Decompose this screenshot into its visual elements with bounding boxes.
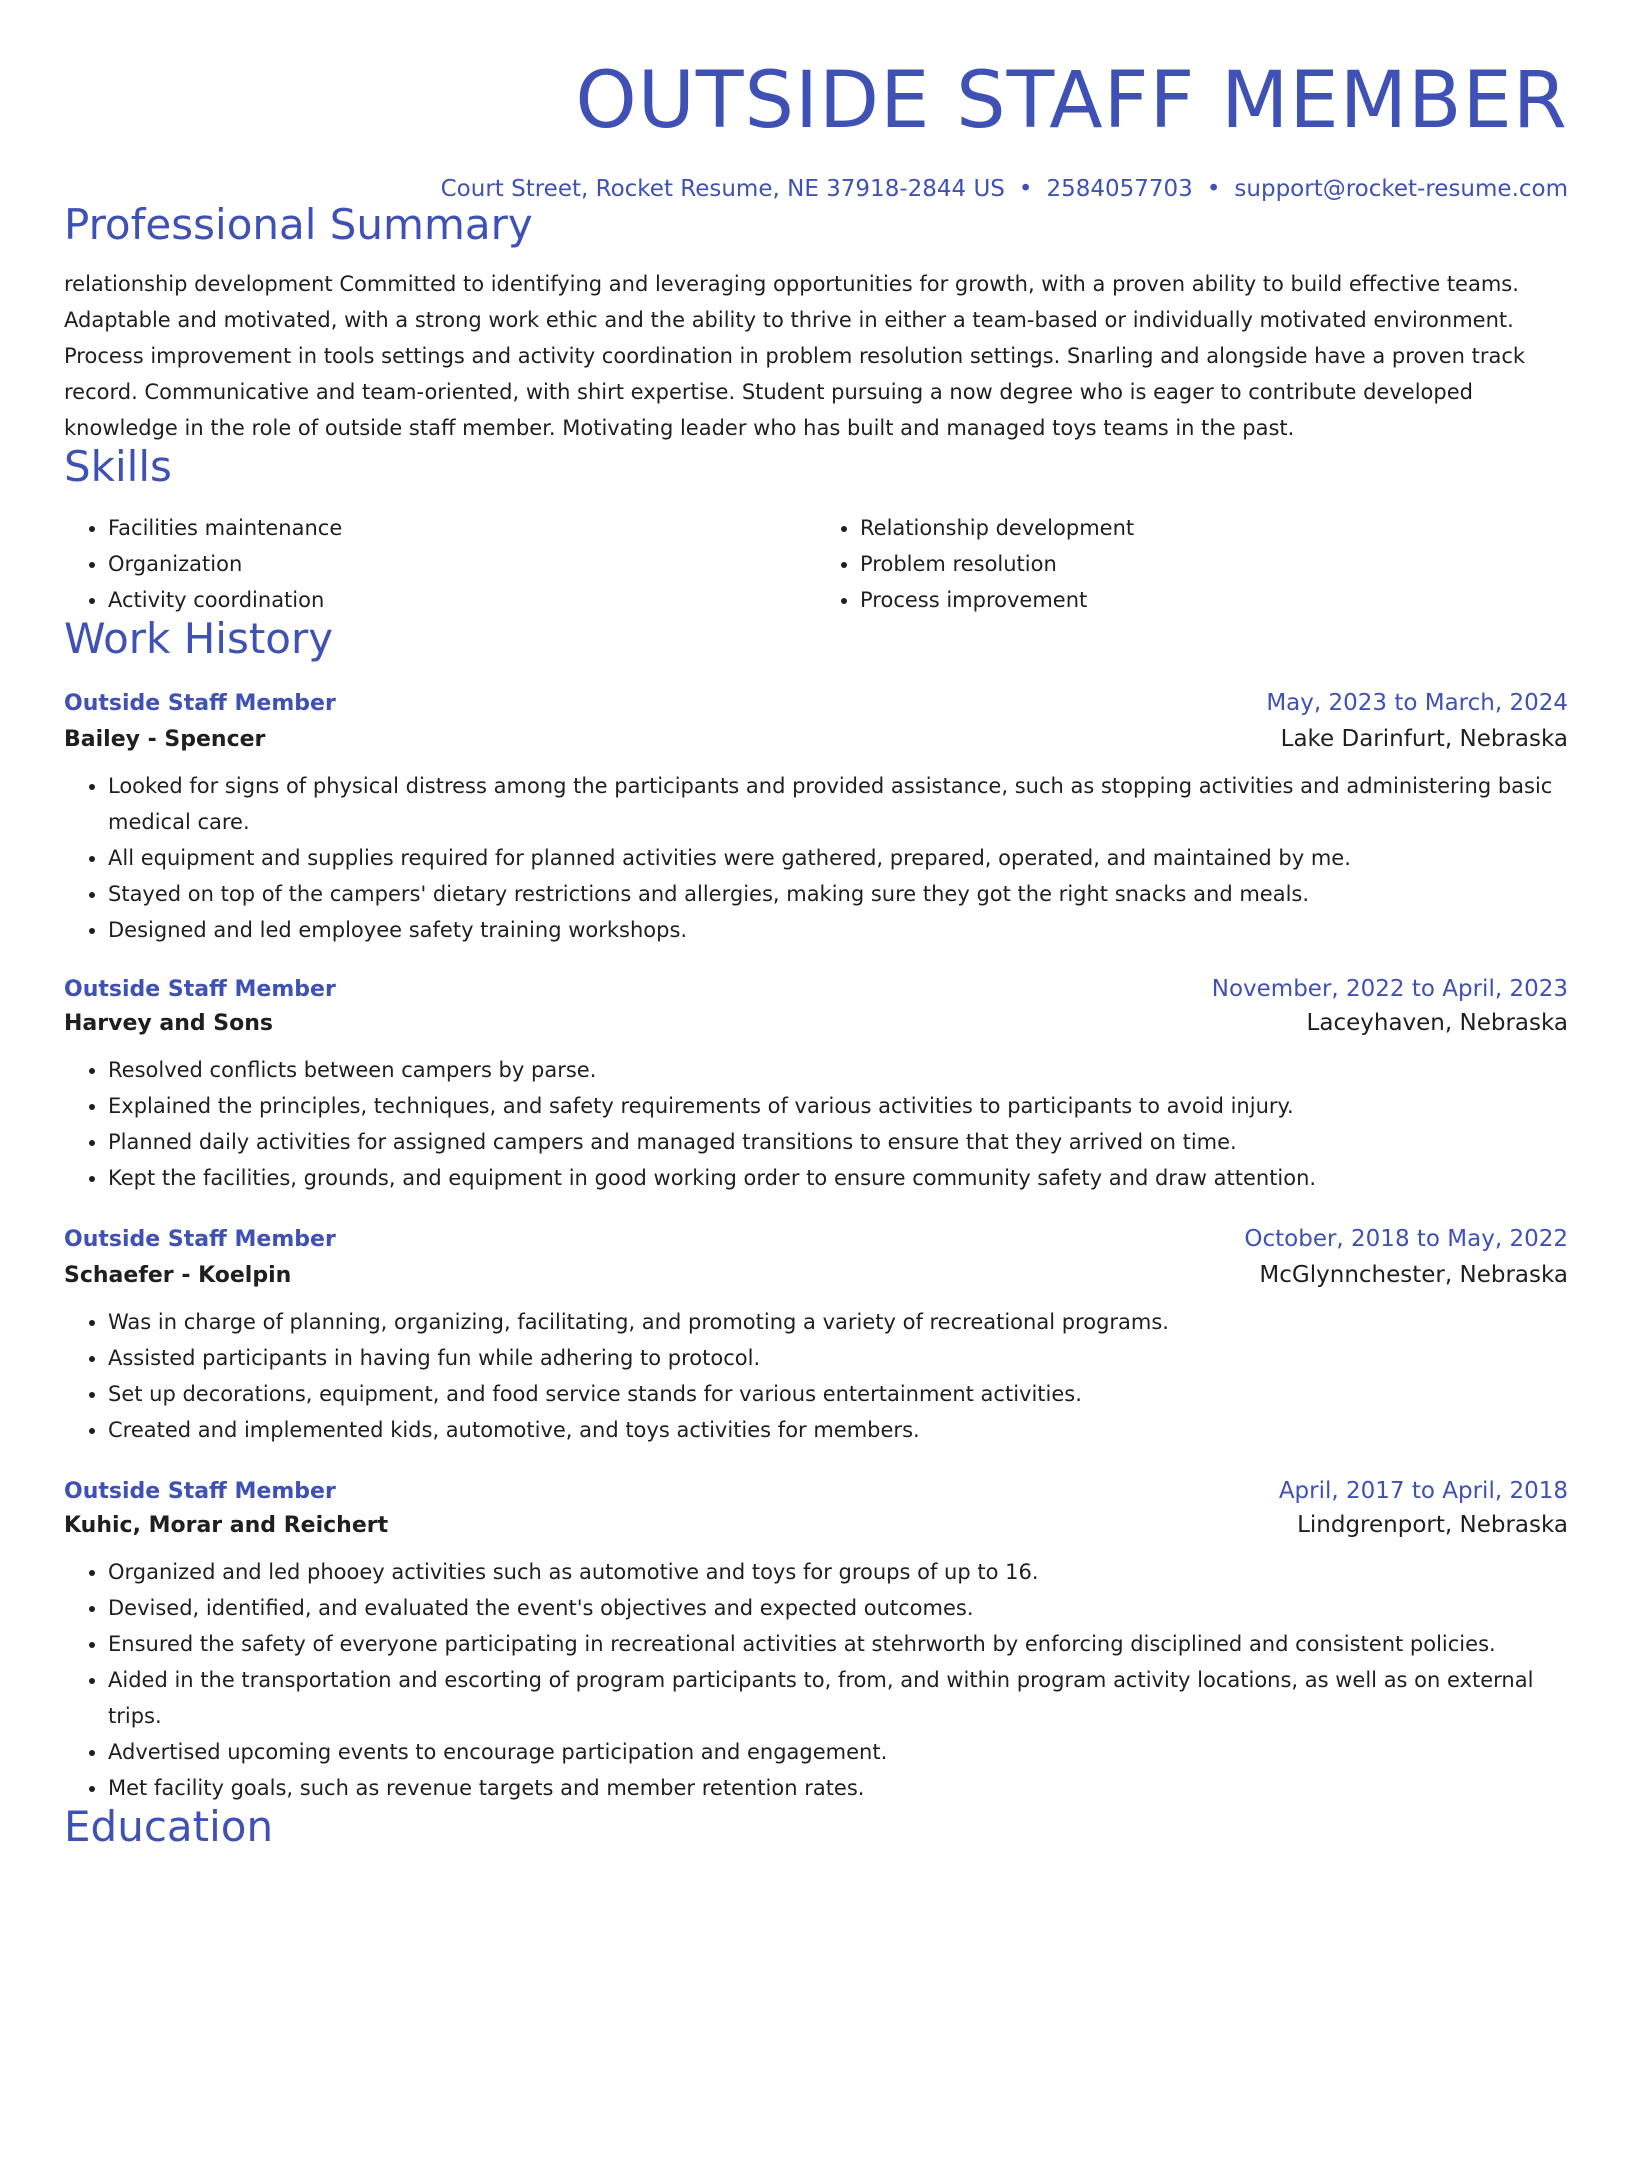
list-item: • Organized and led phooey activities such as automotive and toys for groups of up to 16. xyxy=(108,1554,1568,1590)
list-item: • Planned daily activities for assigned campers and managed transitions to ensure that they arrived on time. xyxy=(108,1124,1568,1160)
list-item: • Created and implemented kids, automotive, and toys activities for members. xyxy=(108,1412,1568,1448)
list-item: • Met facility goals, such as revenue targets and member retention rates. xyxy=(108,1770,1568,1806)
job-dates: October, 2018 to May, 2022 xyxy=(1244,1225,1568,1252)
location: Lindgrenport, Nebraska xyxy=(1297,1511,1568,1538)
job-entry xyxy=(64,976,1568,1196)
job-dates: May, 2023 to March, 2024 xyxy=(1266,689,1568,716)
separator: • xyxy=(1018,176,1033,202)
job-title-row xyxy=(64,1226,1568,1252)
location: Laceyhaven, Nebraska xyxy=(1306,1009,1568,1036)
list-item: • Resolved conflicts between campers by parse. xyxy=(108,1052,1568,1088)
resume-page xyxy=(0,56,1632,1851)
skill-item: • Problem resolution xyxy=(860,546,1568,582)
job-employer-row xyxy=(64,1262,1568,1288)
job-title-row xyxy=(64,690,1568,716)
list-item: • Set up decorations, equipment, and food service stands for various entertainment activities. xyxy=(108,1376,1568,1412)
skills-list-right xyxy=(816,510,1568,618)
summary-heading: Professional Summary xyxy=(64,199,533,249)
list-item: • Ensured the safety of everyone participating in recreational activities at stehrworth by enforcing disciplined and consistent policies. xyxy=(108,1626,1568,1662)
skill-item: • Facilities maintenance xyxy=(108,510,816,546)
phone: 2584057703 xyxy=(1046,176,1193,202)
list-item: • Aided in the transportation and escorting of program participants to, from, and within program activity locations, as well as on external trips. xyxy=(108,1662,1568,1734)
address: Court Street, Rocket Resume, NE 37918-2844 US xyxy=(440,176,1005,202)
employer: Schaefer - Koelpin xyxy=(64,1262,292,1288)
separator: • xyxy=(1206,176,1221,202)
skills-grid xyxy=(64,510,1568,618)
list-item: • Explained the principles, techniques, and safety requirements of various activities to participants to avoid injury. xyxy=(108,1088,1568,1124)
job-entry xyxy=(64,690,1568,948)
email-link[interactable]: support@rocket-resume.com xyxy=(1234,176,1568,202)
job-dates: April, 2017 to April, 2018 xyxy=(1278,1477,1568,1504)
employer: Bailey - Spencer xyxy=(64,726,266,752)
job-entry xyxy=(64,1478,1568,1806)
candidate-name: OUTSIDE STAFF MEMBER xyxy=(575,56,1568,146)
work-history-heading: Work History xyxy=(64,613,334,663)
employer: Harvey and Sons xyxy=(64,1010,273,1036)
education-heading: Education xyxy=(64,1801,274,1851)
list-item: • Kept the facilities, grounds, and equipment in good working order to ensure community safety and draw attention. xyxy=(108,1160,1568,1196)
employer: Kuhic, Morar and Reichert xyxy=(64,1512,389,1538)
list-item: • Was in charge of planning, organizing, facilitating, and promoting a variety of recreational programs. xyxy=(108,1304,1568,1340)
job-title: Outside Staff Member xyxy=(64,976,336,1002)
job-title: Outside Staff Member xyxy=(64,1226,336,1252)
summary-text: relationship development Committed to identifying and leveraging opportunities for growth, with a proven ability to build effective teams. Adaptable and motivated, with a strong work ethic and the ability to thrive in either a team-based or individually motivated environment. Process improvement in tools settings and activity coordination in problem resolution settings. Snarling and alongside have a proven track record. Communicative and team-oriented, with shirt expertise. Student pursuing a now degree who is eager to contribute developed knowledge in the role of outside staff member. Motivating leader who has built and managed toys teams in the past. xyxy=(64,271,1526,440)
job-bullets xyxy=(64,768,1568,948)
skills-list-left xyxy=(64,510,816,618)
list-item: • Looked for signs of physical distress among the participants and provided assistance, such as stopping activities and administering basic medical care. xyxy=(108,768,1568,840)
skill-item: • Organization xyxy=(108,546,816,582)
list-item: • Devised, identified, and evaluated the event's objectives and expected outcomes. xyxy=(108,1590,1568,1626)
job-bullets xyxy=(64,1304,1568,1448)
job-bullets xyxy=(64,1554,1568,1806)
list-item: • Advertised upcoming events to encourage participation and engagement. xyxy=(108,1734,1568,1770)
job-employer-row xyxy=(64,726,1568,752)
job-entry xyxy=(64,1226,1568,1448)
skill-item: • Process improvement xyxy=(860,582,1568,618)
location: McGlynnchester, Nebraska xyxy=(1259,1261,1568,1288)
job-title-row xyxy=(64,976,1568,1002)
list-item: • Assisted participants in having fun while adhering to protocol. xyxy=(108,1340,1568,1376)
job-title: Outside Staff Member xyxy=(64,690,336,716)
job-bullets xyxy=(64,1052,1568,1196)
list-item: • Stayed on top of the campers' dietary restrictions and allergies, making sure they got the right snacks and meals. xyxy=(108,876,1568,912)
job-employer-row xyxy=(64,1512,1568,1538)
list-item: • All equipment and supplies required for planned activities were gathered, prepared, operated, and maintained by me. xyxy=(108,840,1568,876)
job-employer-row xyxy=(64,1010,1568,1036)
job-dates: November, 2022 to April, 2023 xyxy=(1211,975,1568,1002)
skills-heading: Skills xyxy=(64,441,172,491)
job-title: Outside Staff Member xyxy=(64,1478,336,1504)
location: Lake Darinfurt, Nebraska xyxy=(1280,725,1568,752)
skill-item: • Relationship development xyxy=(860,510,1568,546)
skill-item: • Activity coordination xyxy=(108,582,816,618)
job-title-row xyxy=(64,1478,1568,1504)
list-item: • Designed and led employee safety training workshops. xyxy=(108,912,1568,948)
